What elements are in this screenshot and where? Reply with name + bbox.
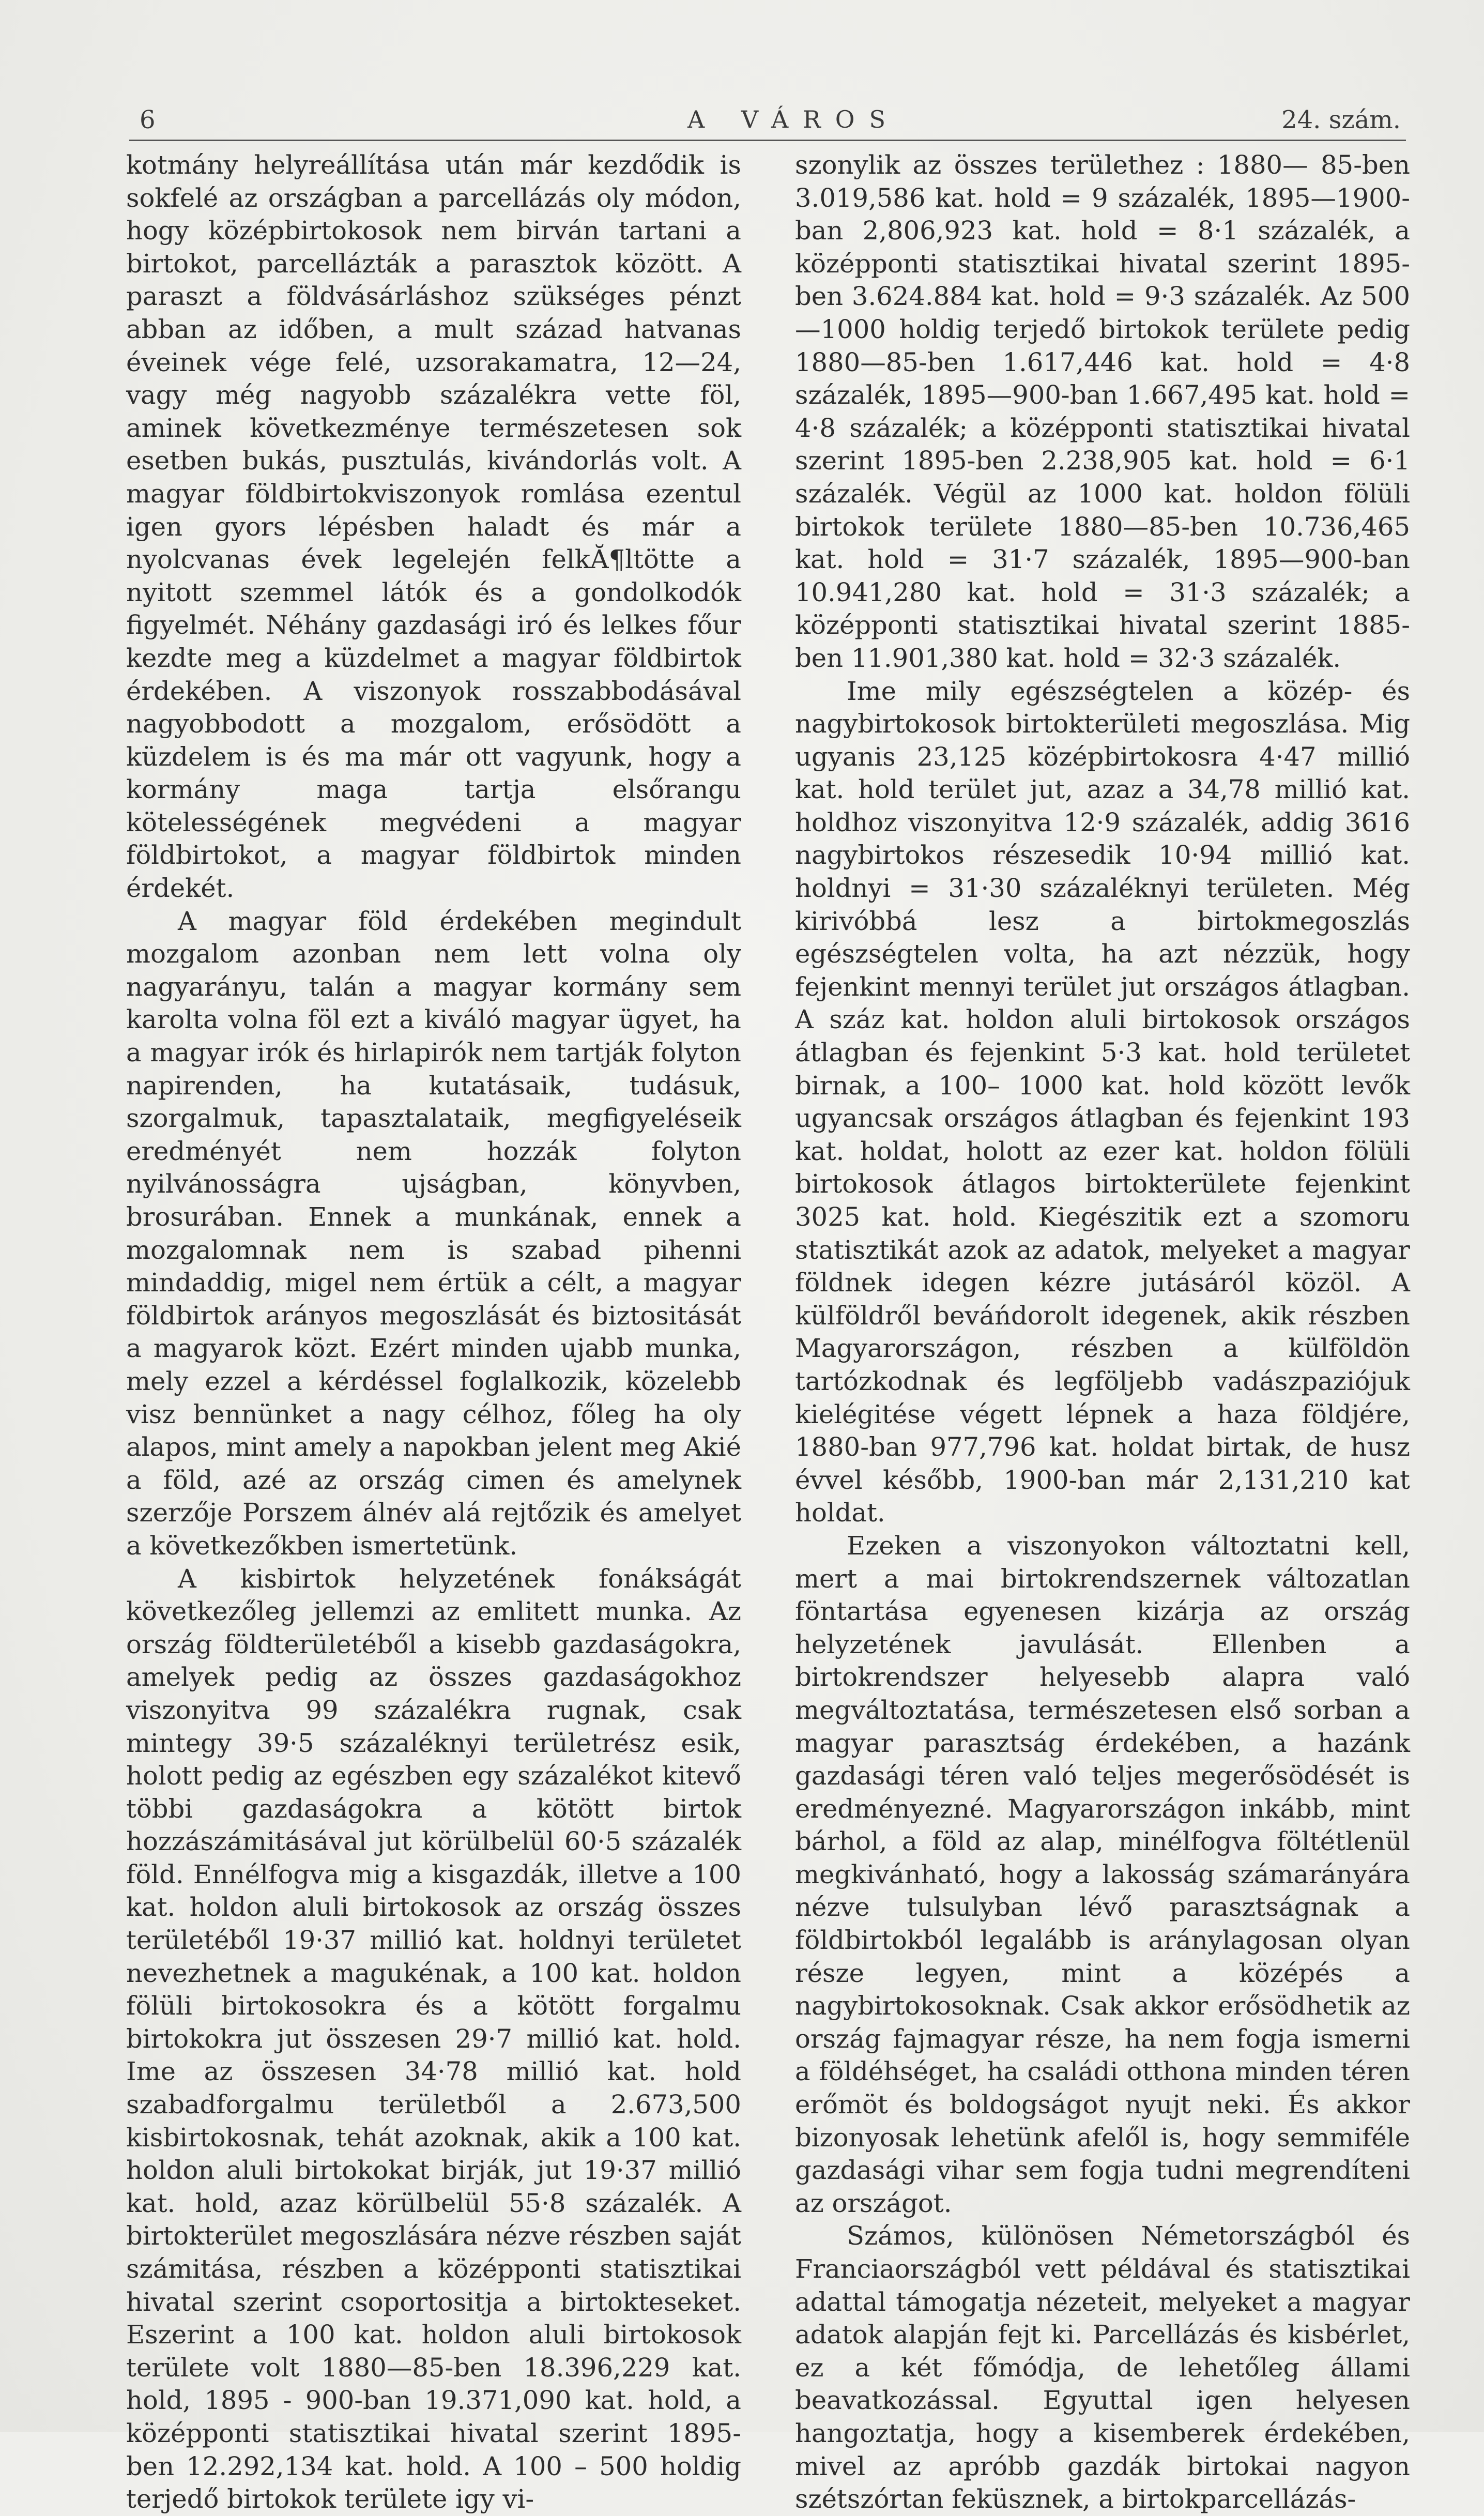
issue-number: 24. szám.	[1281, 105, 1401, 134]
right-column	[795, 149, 1410, 2516]
paragraph: A kisbirtok helyzetének fonákságát következőleg jellemzi az emlitett munka. Az ország földterületéből a kisebb gazdaságokra, amelyek pedig az összes gazdaságokhoz viszonyitva 99 százalékra rugnak, csak mintegy 39·5 százaléknyi területrész esik, holott pedig az egészben egy százalékot kitevő többi gazdaságokra a kötött birtok hozzászámitásával jut körülbelül 60·5 százalék föld. Ennélfogva mig a kisgazdák, illetve a 100 kat. holdon aluli birtokosok az ország összes területéből 19·37 millió kat. holdnyi területet nevezhetnek a magukénak, a 100 kat. holdon fölüli birtokosokra és a kötött forgalmu birtokokra jut összesen 29·7 millió kat. hold. Ime az összesen 34·78 millió kat. hold szabadforgalmu területből a 2.673,500 kisbirtokosnak, tehát azoknak, akik a 100 kat. holdon aluli birtokokat birják, jut 19·37 millió kat. hold, azaz körülbelül 55·8 százalék. A birtokterület megoszlására nézve részben saját számitása, részben a középponti statisztikai hivatal szerint csoportositja a birtokteseket. Eszerint a 100 kat. holdon aluli birtokosok területe volt 1880—85-ben 18.396,229 kat. hold, 1895 - 900-ban 19.371,090 kat. hold, a középponti statisztikai hivatal szerint 1895-ben 12.292,134 kat. hold. A 100 – 500 holdig terjedő birtokok területe igy vi-	[126, 1563, 741, 2514]
publication-title: A VÁROS	[687, 105, 900, 133]
left-column	[126, 149, 741, 2516]
page-header	[129, 98, 1406, 141]
paragraph: Ime mily egészségtelen a közép- és nagybirtokosok birtokterületi megoszlása. Mig ugyanis 23,125 középbirtokosra 4·47 millió kat. hold terület jut, azaz a 34,78 millió kat. holdhoz viszonyitva 12·9 százalék, addig 3616 nagybirtokos részesedik 10·94 millió kat. holdnyi = 31·30 százaléknyi területen. Még kirivóbbá lesz a birtokmegoszlás egészségtelen volta, ha azt nézzük, hogy fejenkint mennyi terület jut országos átlagban. A száz kat. holdon aluli birtokosok országos átlagban és fejenkint 5·3 kat. hold területet birnak, a 100– 1000 kat. hold között levők ugyancsak országos átlagban és fejenkint 193 kat. holdat, holott az ezer kat. holdon fölüli birtokosok átlagos birtokterülete fejenkint 3025 kat. hold. Kiegészitik ezt a szomoru statisztikát azok az adatok, melyeket a magyar földnek idegen kézre jutásáról közöl. A külföldről beváńdorolt idegenek, akik részben Magyarországon, részben a külföldön tartózkodnak és legföljebb vadászpaziójuk kielégitése végett lépnek a haza földjére, 1880-ban 977,796 kat. holdat birtak, de husz évvel később, 1900-ban már 2,131,210 kat holdat.	[795, 676, 1410, 1528]
page-number: 6	[140, 105, 156, 134]
paragraph: Ezeken a viszonyokon változtatni kell, mert a mai birtokrendszernek változatlan föntartása egyenesen kizárja az ország helyzetének javulását. Ellenben a birtokrendszer helyesebb alapra való megváltoztatása, természetesen első sorban a magyar parasztság érdekében, a hazánk gazdasági téren való teljes megerősödését is eredményezné. Magyarországon inkább, mint bárhol, a föld az alap, minélfogva föltétlenül megkivánható, hogy a lakosság számarányára nézve tulsulyban lévő parasztságnak a földbirtokból legalább is aránylagosan olyan része legyen, mint a középés a nagybirtokosoknak. Csak akkor erősödhetik az ország fajmagyar része, ha nem fogja ismerni a földéhséget, ha családi otthona minden téren erőmöt és boldogságot nyujt neki. És akkor bizonyosak lehetünk afelől is, hogy semmiféle gazdasági vihar sem fogja tudni megrendíteni az országot.	[795, 1530, 1410, 2218]
paragraph: kotmány helyreállítása után már kezdődik is sokfelé az országban a parcellázás oly módon, hogy középbirtokosok nem birván tartani a birtokot, parcellázták a parasztok között. A paraszt a földvásárláshoz szükséges pénzt abban az időben, a mult század hatvanas éveinek vége felé, uzsorakamatra, 12—24, vagy még nagyobb százalékra vette föl, aminek következménye természetesen sok esetben bukás, pusztulás, kivándorlás volt. A magyar földbirtokviszonyok romlása ezentul igen gyors lépésben haladt és már a nyolcvanas évek legelején felkĂ¶ltötte a nyitott szemmel látók és a gondolkodók figyelmét. Néhány gazdasági iró és lelkes főur kezdte meg a küzdelmet a magyar földbirtok érdekében. A viszonyok rosszabbodásával nagyobbodott a mozgalom, erősödött a küzdelem is és ma már ott vagyunk, hogy a kormány maga tartja elsőrangu kötelességének megvédeni a magyar földbirtokot, a magyar földbirtok minden érdekét.	[126, 150, 741, 904]
paragraph: szonylik az összes területhez : 1880— 85-ben 3.019,586 kat. hold = 9 százalék, 1895—1900-ban 2,806,923 kat. hold = 8·1 százalék, a középponti statisztikai hivatal szerint 1895-ben 3.624.884 kat. hold = 9·3 százalék. Az 500—1000 holdig terjedő birtokok területe pedig 1880—85-ben 1.617,446 kat. hold = 4·8 százalék, 1895—900-ban 1.667,495 kat. hold = 4·8 százalék; a középponti statisztikai hivatal szerint 1895-ben 2.238,905 kat. hold = 6·1 százalék. Végül az 1000 kat. holdon fölüli birtokok területe 1880—85-ben 10.736,465 kat. hold = 31·7 százalék, 1895—900-ban 10.941,280 kat. hold = 31·3 százalék; a középponti statisztikai hivatal szerint 1885-ben 11.901,380 kat. hold = 32·3 százalék.	[795, 150, 1410, 673]
paragraph: A magyar föld érdekében megindult mozgalom azonban nem lett volna oly nagyarányu, talán a magyar kormány sem karolta volna föl ezt a kiváló magyar ügyet, ha a magyar irók és hirlapirók nem tartják folyton napirenden, ha kutatásaik, tudásuk, szorgalmuk, tapasztalataik, megfigyeléseik eredményét nem hozzák folyton nyilvánosságra ujságban, könyvben, brosurában. Ennek a munkának, ennek a mozgalomnak nem is szabad pihenni mindaddig, migel nem értük a célt, a magyar földbirtok arányos megoszlását és biztositását a magyarok közt. Ezért minden ujabb munka, mely ezzel a kérdéssel foglalkozik, közelebb visz bennünket a nagy célhoz, főleg ha oly alapos, mint amely a napokban jelent meg Akié a föld, azé az ország cimen és amelynek szerzője Porszem álnév alá rejtőzik és amelyet a következőkben ismertetünk.	[126, 906, 741, 1561]
paragraph: Számos, különösen Németországból és Franciaországból vett példával és statisztikai adattal támogatja nézeteit, melyeket a magyar adatok alapján fejt ki. Parcellázás és kisbérlet, ez a két főmódja, de lehetőleg állami beavatkozással. Egyuttal igen helyesen hangoztatja, hogy a kisemberek érdekében, mivel az apróbb gazdák birtokai nagyon szétszórtan feküsznek, a birtokparcellázás-	[795, 2221, 1410, 2514]
